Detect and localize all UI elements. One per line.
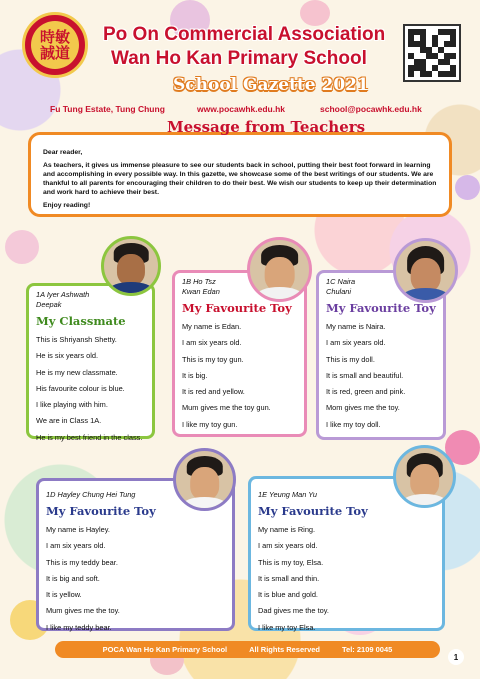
message-body: As teachers, it gives us immense pleasure to see our students back in school, putting their best foot forward in learning and accomplishing in every possible way. In this gazette, we showcase some of the best writings of our students. We are thankful to all parents for encouraging their children to do their best. We wish our students to keep up their determination and work hard to achieve their best.: [43, 162, 437, 197]
footer-rights: All Rights Reserved: [249, 645, 320, 654]
author-name: 1E Yeung Man Yu: [258, 490, 318, 499]
student-photo-1d: [173, 448, 236, 511]
essay-line: My name is Naira.: [326, 322, 386, 331]
essay-line: It is small and beautiful.: [326, 370, 404, 380]
essay-line: It is red and yellow.: [182, 387, 245, 397]
essay-line: This is my doll.: [326, 354, 375, 364]
essay-line: Dad gives me the toy.: [258, 606, 329, 616]
school-name-line1: Po On Commercial Association: [103, 24, 386, 45]
student-card-1a: [26, 283, 155, 442]
footer-school: POCA Wan Ho Kan Primary School: [102, 645, 228, 654]
qr-code-icon[interactable]: [403, 24, 461, 82]
essay-line: I am six years old.: [326, 338, 386, 348]
essay-title: My Favourite Toy: [46, 504, 156, 518]
essay-line: I am six years old.: [258, 541, 318, 551]
page-number: 1: [448, 649, 464, 665]
school-logo: [22, 12, 88, 78]
essay-line: I like my teddy bear.: [46, 622, 112, 632]
essay-line: My name is Ring.: [258, 525, 316, 534]
gazette-title: School Gazette 2021: [173, 75, 369, 95]
essay-title: My Favourite Toy: [326, 301, 436, 315]
essay-line: I like my toy doll.: [326, 419, 381, 429]
author-name: 1A Iyer Ashwath: [36, 290, 90, 299]
essay-line: It is blue and gold.: [258, 590, 318, 600]
author-name: 1B Ho Tsz: [182, 277, 216, 286]
essay-line: Mum gives me the toy gun.: [182, 403, 271, 413]
essay-line: I am six years old.: [182, 338, 242, 348]
author-name: 1C Naira: [326, 277, 356, 286]
author-name-cont: Kwan Edan: [182, 287, 220, 296]
flower-decoration: [5, 230, 39, 264]
essay-title: My Classmate: [36, 314, 126, 328]
footer-bar: [55, 641, 440, 658]
essay-line: Mum gives me the toy.: [46, 606, 120, 616]
student-photo-1a: [101, 236, 161, 296]
student-photo-1c: [393, 238, 458, 303]
essay-line: He is my best friend in the class.: [36, 432, 143, 442]
essay-title: My Favourite Toy: [258, 504, 368, 518]
essay-line: This is my toy, Elsa.: [258, 557, 324, 567]
footer-telephone: Tel: 2109 0045: [342, 645, 393, 654]
message-title: Message from Teachers: [161, 123, 371, 132]
essay-line: It is big and soft.: [46, 573, 100, 583]
essay-line: I am six years old.: [46, 541, 106, 551]
school-email-link[interactable]: school@pocawhk.edu.hk: [320, 104, 422, 114]
essay-line: This is Shriyansh Shetty.: [36, 335, 117, 344]
author-name-cont: Deepak: [36, 300, 62, 309]
essay-title: My Favourite Toy: [182, 301, 292, 315]
essay-line: I like my toy gun.: [182, 419, 238, 429]
essay-line: My name is Edan.: [182, 322, 242, 331]
essay-line: He is six years old.: [36, 351, 99, 361]
school-name-line2: Wan Ho Kan Primary School: [111, 48, 367, 69]
essay-line: This is my toy gun.: [182, 354, 244, 364]
flower-decoration: [300, 0, 330, 26]
essay-line: My name is Hayley.: [46, 525, 110, 534]
school-website-link[interactable]: www.pocawhk.edu.hk: [197, 104, 286, 114]
essay-line: It is yellow.: [46, 590, 82, 600]
author-name: 1D Hayley Chung Hei Tung: [46, 490, 136, 499]
essay-line: I like playing with him.: [36, 400, 108, 410]
essay-line: His favourite colour is blue.: [36, 383, 125, 393]
teachers-message-box: [28, 118, 452, 217]
essay-line: This is my teddy bear.: [46, 557, 118, 567]
essay-line: It is red, green and pink.: [326, 387, 406, 397]
flower-decoration: [455, 175, 480, 200]
essay-line: I like my toy Elsa.: [258, 622, 316, 632]
student-photo-1b: [247, 237, 312, 302]
message-closing: Enjoy reading!: [43, 202, 91, 210]
essay-line: Mom gives me the toy.: [326, 403, 400, 413]
school-logo-text: 時敏誠道: [31, 21, 79, 69]
essay-line: It is big.: [182, 370, 208, 380]
essay-line: He is my new classmate.: [36, 367, 118, 377]
author-name-cont: Chulani: [326, 287, 352, 296]
student-photo-1e: [393, 445, 456, 508]
school-address: Fu Tung Estate, Tung Chung: [50, 104, 165, 114]
essay-line: It is small and thin.: [258, 573, 320, 583]
essay-line: We are in Class 1A.: [36, 416, 102, 426]
message-greeting: Dear reader,: [43, 149, 83, 156]
